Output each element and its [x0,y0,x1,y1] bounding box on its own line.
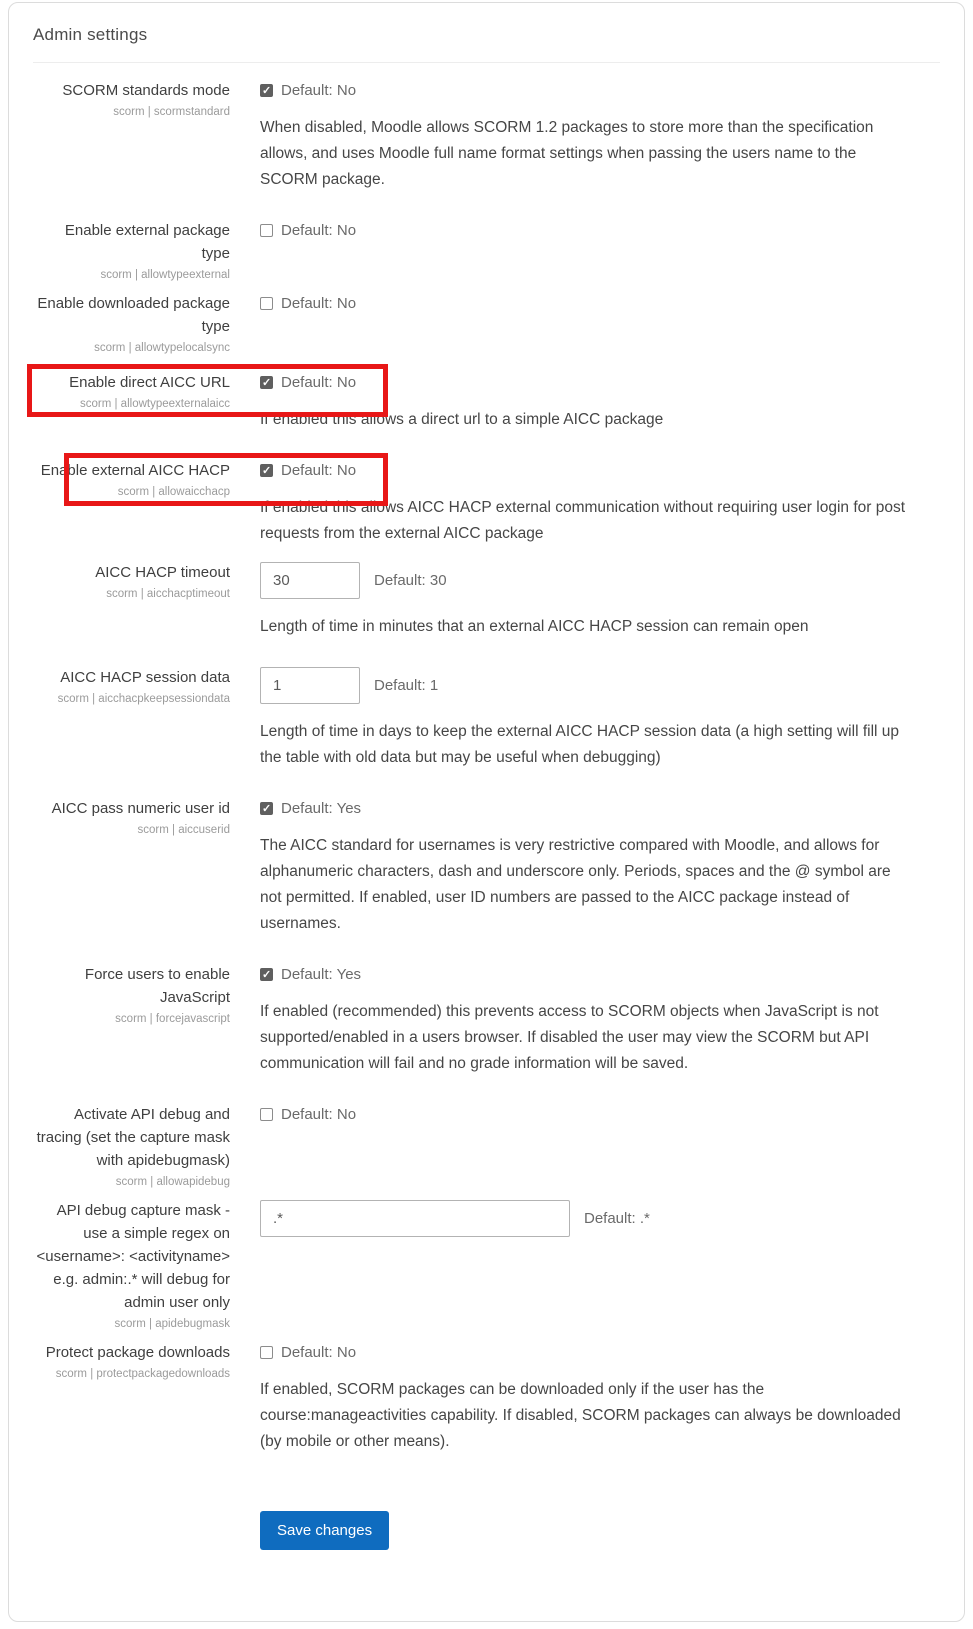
setting-row [33,963,940,1077]
setting-label-block [33,292,230,357]
divider [33,62,940,63]
setting-description: Length of time in days to keep the external AICC HACP session data (a high setting will fill up the table with old data but may be useful when debugging) [260,723,900,766]
setting-control [260,460,910,480]
setting-label: Enable external package type [64,222,230,262]
setting-control [260,1104,910,1124]
setting-text-input[interactable] [260,562,360,599]
setting-text-input[interactable] [260,1200,570,1237]
default-label: Default: No [281,81,357,99]
default-checkbox[interactable] [260,1346,273,1359]
setting-row [33,459,940,547]
setting-label: AICC HACP session data [60,669,230,686]
setting-label-block [33,1341,230,1455]
setting-label-block [33,666,230,771]
default-label: Default: No [281,221,357,239]
default-checkbox[interactable] [260,224,273,237]
setting-control [260,220,910,240]
setting-row [33,666,940,771]
setting-description: Length of time in minutes that an external AICC HACP session can remain open [260,618,809,635]
setting-content [260,1199,910,1333]
setting-row [33,1199,940,1333]
setting-plugin-id: scorm | aicchacptimeout [106,588,230,600]
setting-description: If enabled this allows a direct url to a simple AICC package [260,411,664,428]
setting-description: The AICC standard for usernames is very restrictive compared with Moodle, and allows for alphanumeric characters, dash and underscore only. Periods, spaces and the @ symbol are not permitted. If enabled, user ID numbers are passed to the AICC package instead of usernames. [260,837,891,932]
setting-description: If enabled, SCORM packages can be downloaded only if the user has the course:manageactivities capability. If disabled, SCORM packages can always be downloaded (by mobile or other means). [260,1381,901,1450]
setting-row [33,1341,940,1455]
setting-content [260,963,910,1077]
setting-row [33,1103,940,1191]
default-checkbox[interactable] [260,297,273,310]
setting-control [260,798,910,818]
setting-control [260,1200,910,1237]
setting-control [260,667,910,704]
setting-label-block [33,219,230,284]
setting-label: AICC pass numeric user id [51,800,230,817]
setting-content [260,1341,910,1455]
setting-label-block [33,963,230,1077]
setting-label: AICC HACP timeout [95,564,230,581]
setting-label: Force users to enable JavaScript [84,966,230,1006]
setting-plugin-id: scorm | protectpackagedownloads [55,1368,230,1380]
setting-row [33,292,940,357]
default-checkbox[interactable] [260,802,273,815]
default-checkbox[interactable] [260,464,273,477]
save-row [33,1511,940,1550]
setting-control [260,293,910,313]
setting-content [260,79,910,193]
setting-label-block [33,371,230,433]
default-label: Default: No [281,373,357,391]
default-label: Default: No [281,1343,357,1361]
setting-content [260,459,910,547]
default-label: Default: .* [584,1210,650,1227]
setting-description: When disabled, Moodle allows SCORM 1.2 packages to store more than the specification allows, and uses Moodle full name format settings when passing the users name to the SCORM package. [260,119,874,188]
setting-content [260,561,910,640]
admin-settings-card [8,2,965,1622]
setting-row [33,797,940,937]
setting-description: If enabled (recommended) this prevents access to SCORM objects when JavaScript is not supported/enabled in a users browser. If disabled the user may view the SCORM but API communication will fail and no grade information will be saved. [260,1003,879,1072]
setting-content [260,219,910,284]
setting-label: Enable external AICC HACP [40,462,230,479]
setting-content [260,371,910,433]
setting-plugin-id: scorm | forcejavascript [115,1013,230,1025]
default-checkbox[interactable] [260,968,273,981]
setting-row [33,79,940,193]
setting-content [260,797,910,937]
setting-label: SCORM standards mode [62,82,230,99]
setting-control [260,1342,910,1362]
setting-content [260,1103,910,1191]
setting-label: Enable direct AICC URL [69,374,230,391]
setting-plugin-id: scorm | allowapidebug [115,1176,230,1188]
setting-plugin-id: scorm | apidebugmask [114,1318,230,1330]
default-label: Default: No [281,294,357,312]
setting-row [33,219,940,284]
setting-control [260,562,910,599]
setting-label: API debug capture mask - use a simple regex on <username>: <activityname> e.g. admin:.* will debug for admin user only [36,1202,230,1311]
setting-plugin-id: scorm | allowtypelocalsync [94,342,230,354]
default-checkbox[interactable] [260,84,273,97]
setting-label: Activate API debug and tracing (set the capture mask with apidebugmask) [36,1106,230,1169]
setting-plugin-id: scorm | allowaicchacp [117,486,230,498]
setting-label-block [33,79,230,193]
default-label: Default: 30 [374,572,447,589]
setting-label: Enable downloaded package type [37,295,230,335]
setting-plugin-id: scorm | allowtypeexternal [100,269,230,281]
page-title: Admin settings [33,25,148,44]
setting-row [33,371,940,433]
save-changes-button[interactable]: Save changes [260,1511,389,1550]
setting-plugin-id: scorm | scormstandard [113,106,230,118]
setting-plugin-id: scorm | aiccuserid [137,824,230,836]
setting-label-block [33,1199,230,1333]
setting-control [260,964,910,984]
setting-control [260,372,910,392]
default-label: Default: Yes [281,799,362,817]
setting-control [260,80,910,100]
setting-label: Protect package downloads [45,1344,230,1361]
setting-content [260,666,910,771]
setting-label-block [33,561,230,640]
default-checkbox[interactable] [260,1108,273,1121]
setting-plugin-id: scorm | aicchacpkeepsessiondata [57,693,230,705]
setting-plugin-id: scorm | allowtypeexternalaicc [80,398,230,410]
default-label: Default: No [281,1105,357,1123]
default-label: Default: 1 [374,677,439,694]
setting-label-block [33,1103,230,1191]
setting-content [260,292,910,357]
settings-list [33,79,940,1455]
setting-row [33,561,940,640]
default-label: Default: Yes [281,965,362,983]
default-checkbox[interactable] [260,376,273,389]
setting-description: If enabled this allows AICC HACP external communication without requiring user login for post requests from the external AICC package [260,499,906,542]
setting-label-block [33,459,230,547]
setting-label-block [33,797,230,937]
default-label: Default: No [281,461,357,479]
setting-text-input[interactable] [260,667,360,704]
